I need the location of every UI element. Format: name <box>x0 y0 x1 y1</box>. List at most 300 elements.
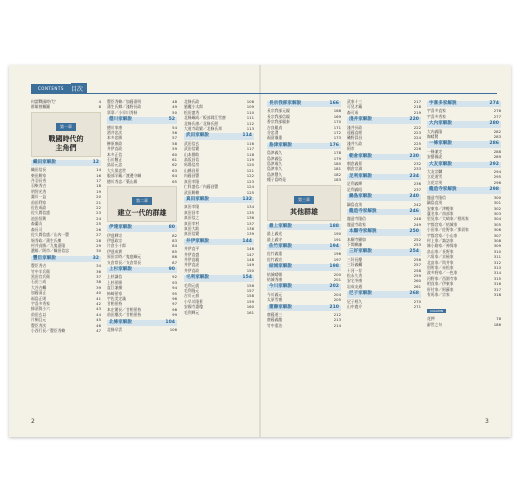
toc-entry-page: 37 <box>96 273 101 279</box>
toc-section-title: 宇喜多家解說 <box>429 101 457 106</box>
toc-section-title: 上杉家解說 <box>109 266 132 272</box>
toc-entry[interactable] <box>347 187 421 192</box>
toc-entry[interactable] <box>427 134 501 139</box>
toc-entry-page: 46 <box>96 322 101 328</box>
toc-section[interactable] <box>347 249 421 255</box>
toc-section[interactable] <box>267 224 341 230</box>
toc-entry-page: 217 <box>413 99 421 104</box>
toc-entry-title: 片倉小十郎 <box>107 243 126 249</box>
toc-section-page: 80 <box>168 225 175 231</box>
toc-entry-title: 島津家久 <box>267 166 283 172</box>
toc-entry-page: 149 <box>246 262 254 268</box>
toc-entry-title: 島津豐久 <box>267 171 283 177</box>
toc-entry-page: 85 <box>172 248 177 254</box>
toc-entry-page: 197 <box>333 256 341 262</box>
toc-entry-page: 25 <box>96 221 101 227</box>
toc-section[interactable] <box>347 229 421 235</box>
toc-entry-title: 大內義隆 <box>427 128 443 134</box>
toc-entry-title: 北條氏康／北條氏照 <box>184 120 219 126</box>
toc-entry-title: 鳥居元忠 <box>107 162 123 168</box>
toc-entry-title: 北畠家／筒井家 <box>427 259 454 265</box>
toc-column-2 <box>107 99 177 332</box>
toc-entry-title: 本願寺顯如 <box>347 236 366 242</box>
toc-entry-page: 138 <box>246 225 254 231</box>
toc-entry-title: 花押 <box>427 316 435 322</box>
toc-entry-page: 78 <box>496 316 501 322</box>
toc-section[interactable] <box>267 284 341 290</box>
toc-entry-title: 武田勝賴 <box>184 189 200 195</box>
toc-entry-page: 317 <box>493 286 501 292</box>
toc-entry[interactable] <box>107 110 177 115</box>
book-spread <box>9 65 511 437</box>
toc-entry-title: 豐臣秀賴／加藤嘉明 <box>107 99 142 104</box>
toc-entry-page: 225 <box>413 140 421 146</box>
toc-entry-title: 柿崎景家 <box>107 290 123 296</box>
toc-entry-page: 190 <box>333 231 341 237</box>
toc-entry[interactable] <box>347 222 421 227</box>
toc-entry-page: 44 <box>96 311 101 317</box>
toc-entry-page: 58 <box>172 140 177 146</box>
toc-entry-title: 風魔小太郎 <box>184 104 203 110</box>
toc-entry-title: 支倉常長／支倉常長 <box>107 259 142 265</box>
toc-entry-page: 113 <box>246 126 254 132</box>
toc-section[interactable] <box>347 174 421 180</box>
toc-entry-page: 259 <box>413 272 421 278</box>
toc-section[interactable] <box>427 162 501 168</box>
toc-entry-page: 109 <box>246 104 254 110</box>
toc-entry[interactable] <box>347 146 421 151</box>
toc-entry-title: 佐竹義宣 <box>267 256 283 262</box>
toc-entry-page: 87 <box>172 259 177 265</box>
toc-entry-title: 最上義光 <box>267 231 283 237</box>
toc-entry-page: 270 <box>413 298 421 304</box>
toc-entry-page: 92 <box>172 274 177 280</box>
toc-entry-page: 40 <box>96 290 101 296</box>
page-number-left: 2 <box>31 418 35 425</box>
toc-section[interactable] <box>184 197 254 203</box>
toc-section[interactable] <box>31 256 101 262</box>
toc-entry-page: 121 <box>246 167 254 173</box>
toc-entry-page: 258 <box>413 267 421 273</box>
toc-entry-page: 252 <box>413 236 421 242</box>
toc-entry-title: 竹中半兵衛 <box>31 268 50 274</box>
toc-entry-page: 139 <box>246 231 254 237</box>
toc-entry-page: 233 <box>413 166 421 172</box>
toc-entry[interactable] <box>107 260 177 265</box>
toc-entry-title: 真田昌幸 <box>184 209 200 215</box>
toc-section-page: 246 <box>409 208 419 214</box>
toc-entry-page: 257 <box>413 262 421 268</box>
toc-entry-page: 136 <box>246 215 254 221</box>
toc-entry[interactable] <box>427 154 501 159</box>
toc-entry[interactable] <box>107 312 177 317</box>
toc-entry-page: 60 <box>172 151 177 157</box>
toc-entry-title: 竹中重治 <box>267 322 283 328</box>
toc-entry-title: 姊小路家／神保家 <box>427 243 458 249</box>
column-badge: COLUMN <box>427 309 446 313</box>
toc-section[interactable] <box>347 117 421 123</box>
toc-entry-title: 本多正信 <box>107 151 123 157</box>
toc-entry[interactable] <box>267 257 341 262</box>
toc-entry-page: 289 <box>493 154 501 160</box>
toc-entry-title: 三好義繼 <box>347 262 363 268</box>
toc-entry-page: 214 <box>333 322 341 328</box>
toc-entry-page: 314 <box>493 270 501 276</box>
toc-entry[interactable] <box>31 328 101 333</box>
toc-section[interactable] <box>427 187 501 193</box>
toc-section-title: 齋藤家解說 <box>269 304 292 310</box>
toc-entry-title: 毛利元就 <box>184 282 200 288</box>
toc-entry-title: 立花宗茂 <box>427 179 443 185</box>
toc-entry-title: 結城晴朝 <box>267 271 283 277</box>
toc-entry-page: 106 <box>169 327 177 332</box>
toc-entry-page: 16 <box>96 172 101 178</box>
toc-entry[interactable] <box>347 304 421 309</box>
toc-entry[interactable] <box>347 166 421 171</box>
toc-entry-title: 村上家／諏訪家 <box>427 237 454 243</box>
toc-entry-title: 加藤清正 <box>31 290 47 296</box>
toc-column-1 <box>31 99 101 333</box>
toc-entry-page: 161 <box>246 309 254 315</box>
toc-entry-page: 23 <box>96 210 101 216</box>
toc-section-page: 210 <box>329 304 339 310</box>
toc-entry-title: 一條兼定 <box>427 148 443 154</box>
toc-entry-title: 直江兼續 <box>107 285 123 291</box>
toc-entry-title: 濃姬／阿市／織田信忠 <box>31 248 69 254</box>
toc-entry-title: 三好長慶 <box>347 256 363 262</box>
toc-entry-title: 十河一存 <box>347 267 363 273</box>
toc-entry-page: 147 <box>246 251 254 257</box>
toc-entry-title: 宇喜多直家 <box>427 108 446 114</box>
toc-entry[interactable] <box>427 114 501 119</box>
toc-entry-page: 191 <box>333 236 341 242</box>
toc-entry-page: 146 <box>246 246 254 252</box>
toc-entry[interactable] <box>347 110 421 115</box>
toc-entry[interactable] <box>267 237 341 242</box>
toc-entry-page: 135 <box>246 209 254 215</box>
toc-entry-title: 伊達政宗 <box>107 237 123 243</box>
chapter-title-line1: 戰國時代的 <box>48 133 84 143</box>
toc-entry-page: 125 <box>246 189 254 195</box>
toc-entry-page: 65 <box>172 178 177 184</box>
toc-entry-page: 182 <box>333 171 341 177</box>
toc-entry-title: 上杉景勝 <box>107 279 123 285</box>
toc-entry-title: 真田幸隆 <box>184 178 200 184</box>
chapter-box <box>267 185 341 221</box>
toc-entry-title: 森可成 <box>347 109 359 115</box>
toc-entry-title: 豐臣秀次 <box>31 322 47 328</box>
toc-entry-title: 吉良親貞 <box>267 124 283 130</box>
toc-entry[interactable] <box>427 180 501 185</box>
toc-entry[interactable] <box>267 177 341 182</box>
toc-entry-title: 河野家／西園寺家 <box>427 275 458 281</box>
toc-section[interactable] <box>267 305 341 311</box>
toc-entry-title: 大道寺政繁／北條氏邦 <box>184 126 222 132</box>
toc-section[interactable] <box>427 101 501 107</box>
toc-entry-title: 本庄繁長／甘粕景持 <box>107 306 142 312</box>
toc-section[interactable] <box>267 101 341 107</box>
toc-entry-title: 井伊直政 <box>107 146 123 152</box>
header-rule <box>31 93 497 94</box>
toc-entry-title: 小田家／佐野家／那須家 <box>427 227 469 233</box>
toc-entry-page: 45 <box>96 317 101 323</box>
toc-entry[interactable] <box>184 310 254 315</box>
toc-entry-title: 長宗我部信親 <box>267 113 290 119</box>
toc-entry-title: 森蘭丸 <box>31 221 43 227</box>
toc-entry-title: 相良家／伊東家 <box>427 281 454 287</box>
toc-entry-title: 寧寧／小早川秀秋 <box>107 109 138 115</box>
toc-entry-title: 下間賴廉 <box>347 241 363 247</box>
toc-entry-title: 佐佐成政 <box>31 205 47 211</box>
toc-entry-title: 山縣昌景 <box>184 167 200 173</box>
toc-entry-page: 288 <box>493 148 501 154</box>
toc-entry-page: 315 <box>493 275 501 281</box>
toc-entry-title: 安東家／津輕家 <box>427 205 454 211</box>
toc-entry[interactable] <box>184 190 254 195</box>
toc-section-title: 結城家解說 <box>269 264 292 270</box>
toc-entry-page: 26 <box>96 226 101 232</box>
toc-entry-page: 94 <box>172 285 177 291</box>
toc-entry[interactable] <box>267 277 341 282</box>
mokuji-label: 目次 <box>71 83 87 94</box>
page-number-right: 3 <box>485 418 489 425</box>
toc-entry-page: 29 <box>96 242 101 248</box>
toc-entry[interactable] <box>267 135 341 140</box>
toc-entry-title: 真田大助 <box>184 225 200 231</box>
toc-entry-title: 吉川元春 <box>184 293 200 299</box>
toc-section-title: 淺井家解說 <box>349 117 372 123</box>
toc-entry-page: 63 <box>172 167 177 173</box>
toc-entry-title: 淺井長政 <box>347 124 363 130</box>
toc-entry-title: 宇佐美定滿 <box>107 295 126 301</box>
toc-section[interactable] <box>427 141 501 147</box>
toc-entry-page: 84 <box>172 243 177 249</box>
toc-entry-page: 49 <box>172 104 177 110</box>
toc-entry-page: 96 <box>172 295 177 301</box>
toc-entry-title: 石田三成 <box>31 279 47 285</box>
toc-entry-title: 原田宗時／鬼庭綱元 <box>107 254 142 260</box>
toc-entry-page: 122 <box>246 173 254 179</box>
toc-entry[interactable] <box>347 242 421 247</box>
toc-entry-title: 鍋島直茂 <box>427 200 443 206</box>
toc-entry[interactable] <box>31 104 101 109</box>
toc-section-title: 佐竹家解說 <box>269 243 292 249</box>
toc-section[interactable] <box>347 194 421 200</box>
toc-section-page: 250 <box>409 229 419 235</box>
toc-entry-title: 北條氏政 <box>184 99 200 104</box>
toc-entry-page: 41 <box>96 295 101 301</box>
book-gutter <box>259 65 261 437</box>
toc-entry-title: 仁科盛信／內藤昌豐 <box>184 184 219 190</box>
toc-section-page: 292 <box>489 161 499 167</box>
toc-entry-page: 56 <box>172 130 177 136</box>
toc-entry[interactable] <box>427 292 501 297</box>
toc-section[interactable] <box>347 209 421 215</box>
toc-section-title: 島津家解說 <box>269 142 292 148</box>
toc-entry-page: 21 <box>96 199 101 205</box>
toc-entry-page: 173 <box>333 135 341 141</box>
toc-entry-title: 伊達輝宗 <box>107 232 123 238</box>
toc-section-title: 大內家解說 <box>429 121 452 127</box>
toc-entry-page: 294 <box>493 169 501 175</box>
toc-entry-page: 205 <box>333 297 341 303</box>
toc-entry[interactable] <box>107 327 177 332</box>
toc-entry[interactable] <box>427 322 501 327</box>
toc-entry-title: 真田幸村 <box>184 220 200 226</box>
toc-entry-title: 榊原康政 <box>107 140 123 146</box>
chapter-title-line2: 主角們 <box>55 142 77 152</box>
toc-section-page: 298 <box>489 187 499 193</box>
toc-entry[interactable] <box>184 126 254 131</box>
toc-entry-page: 307 <box>493 232 501 238</box>
toc-entry-title: 真田幸隆 <box>184 204 200 210</box>
toc-entry-page: 62 <box>172 162 177 168</box>
toc-section[interactable] <box>184 133 254 139</box>
toc-entry-title: 遠藤直經 <box>347 130 363 136</box>
toc-entry-page: 168 <box>333 108 341 114</box>
toc-section[interactable] <box>184 275 254 281</box>
chapter-title <box>268 207 340 216</box>
toc-entry-page: 119 <box>246 157 254 163</box>
toc-entry-page: 186 <box>493 321 501 327</box>
toc-entry-title: 朝倉宗滴 <box>347 166 363 172</box>
toc-entry-page: 97 <box>172 301 177 307</box>
toc-entry-page: 159 <box>246 298 254 304</box>
toc-entry-title: 磯野員昌 <box>347 135 363 141</box>
toc-entry-page: 61 <box>172 157 177 163</box>
toc-section[interactable] <box>107 117 177 123</box>
toc-section[interactable] <box>267 244 341 250</box>
toc-section[interactable] <box>107 267 177 273</box>
toc-entry-page: 236 <box>413 181 421 187</box>
toc-entry[interactable] <box>184 268 254 273</box>
toc-entry-page: 277 <box>493 113 501 119</box>
toc-section-page: 90 <box>168 266 175 272</box>
toc-entry-title: 大谷吉繼 <box>31 284 47 290</box>
toc-entry-title: 村井貞勝／九鬼嘉隆 <box>31 242 66 248</box>
toc-section-page: 234 <box>409 173 419 179</box>
toc-entry-title: 大久保忠世 <box>107 167 126 173</box>
toc-entry-page: 57 <box>172 135 177 141</box>
toc-entry-page: 201 <box>333 276 341 282</box>
toc-entry[interactable] <box>347 284 421 289</box>
toc-section[interactable] <box>347 154 421 160</box>
toc-section-page: 114 <box>242 133 252 139</box>
toc-entry-title: 有馬家／宗家 <box>427 292 450 297</box>
toc-section[interactable] <box>427 121 501 127</box>
toc-entry-page: 318 <box>493 292 501 297</box>
toc-section-title: 武田家解說 <box>186 133 209 139</box>
toc-entry-title: 酒井忠次 <box>107 130 123 136</box>
toc-entry-page: 111 <box>246 115 254 121</box>
toc-entry-title: 六角家／京極家 <box>427 254 454 260</box>
toc-entry-title: 井伊直平 <box>184 246 200 252</box>
toc-entry-title: 香宗我部親泰 <box>267 119 290 125</box>
toc-entry[interactable] <box>267 323 341 328</box>
contents-label: CONTENTS <box>31 84 71 93</box>
toc-section-title: 朝倉家解說 <box>349 153 372 159</box>
toc-entry-title: 蜂須賀小六 <box>31 306 50 312</box>
toc-entry-page: 98 <box>172 306 177 312</box>
toc-entry-page: 83 <box>172 237 177 243</box>
toc-entry-page: 196 <box>333 251 341 257</box>
toc-entry-page: 218 <box>413 104 421 110</box>
toc-section-title: 織田家解說 <box>33 159 56 165</box>
toc-section[interactable] <box>184 239 254 245</box>
toc-entry-title: 柴田勝家 <box>31 172 47 178</box>
toc-entry-page: 158 <box>246 293 254 299</box>
toc-entry-title: 蘆名家／南部家 <box>427 210 454 216</box>
toc-section-page: 202 <box>329 284 339 290</box>
toc-section[interactable] <box>107 320 177 326</box>
toc-section[interactable] <box>347 291 421 297</box>
toc-entry-page: 282 <box>493 128 501 134</box>
toc-entry-title: 谷忠澄 <box>267 130 279 136</box>
toc-entry[interactable] <box>184 231 254 236</box>
chapter-box <box>31 112 101 157</box>
toc-entry-page: 43 <box>96 306 101 312</box>
toc-section-page: 32 <box>92 255 99 261</box>
toc-entry-title: 真田信繁 <box>184 231 200 237</box>
toc-section-title: 最上家解說 <box>269 223 292 229</box>
toc-entry-title: 佐久間信盛／山內一豐 <box>31 232 69 238</box>
toc-section-title: 一條家解說 <box>429 141 452 147</box>
toc-entry-page: 19 <box>96 188 101 194</box>
chapter-box <box>107 186 177 222</box>
toc-entry-page: 47 <box>96 328 101 333</box>
toc-entry-page: 39 <box>96 284 101 290</box>
toc-entry-page: 28 <box>96 237 101 243</box>
toc-entry-title: 安國寺惠瓊 <box>184 304 203 310</box>
toc-entry-page: 22 <box>96 205 101 211</box>
toc-section[interactable] <box>267 264 341 270</box>
toc-entry-title: 龍造寺政家 <box>347 221 366 227</box>
toc-entry-title: 黑田官兵衛 <box>31 273 50 279</box>
toc-entry-page: 95 <box>172 290 177 296</box>
toc-entry[interactable] <box>107 179 177 184</box>
toc-entry-title: 朝倉義景 <box>347 161 363 167</box>
toc-entry[interactable] <box>267 297 341 302</box>
toc-entry-title: 里見家／大崎家／相馬家 <box>427 216 469 222</box>
toc-entry[interactable] <box>31 248 101 253</box>
toc-section-title: 三好家解說 <box>349 249 372 255</box>
toc-section-title: 豐臣家解說 <box>33 255 56 261</box>
toc-column-5 <box>347 99 421 309</box>
toc-entry-title: 豐臣秀吉 <box>31 263 47 269</box>
toc-entry-title: 宇喜多秀家 <box>31 300 50 306</box>
toc-entry-title: 小早川隆景 <box>184 298 203 304</box>
toc-section-page: 268 <box>409 291 419 297</box>
toc-entry-page: 110 <box>246 109 254 115</box>
toc-entry-page: 242 <box>413 201 421 207</box>
toc-entry-page: 302 <box>493 205 501 211</box>
toc-entry-title: 內藤昌豐 <box>184 173 200 179</box>
toc-entry-page: 301 <box>493 200 501 206</box>
toc-section[interactable] <box>31 160 101 166</box>
toc-entry-page: 296 <box>493 179 501 185</box>
toc-entry-page: 108 <box>246 99 254 104</box>
toc-section-page: 166 <box>329 101 339 106</box>
toc-section[interactable] <box>267 143 341 149</box>
toc-entry-title: 松田憲秀 <box>184 109 200 115</box>
toc-entry-title: 甘粕景持 <box>107 301 123 307</box>
toc-entry-page: 27 <box>96 232 101 238</box>
toc-section[interactable] <box>107 225 177 231</box>
toc-entry-title: 岩成友通 <box>347 283 363 289</box>
toc-entry-title: 今川義元 <box>267 291 283 297</box>
toc-section-page: 132 <box>242 196 252 202</box>
toc-entry[interactable] <box>347 202 421 207</box>
